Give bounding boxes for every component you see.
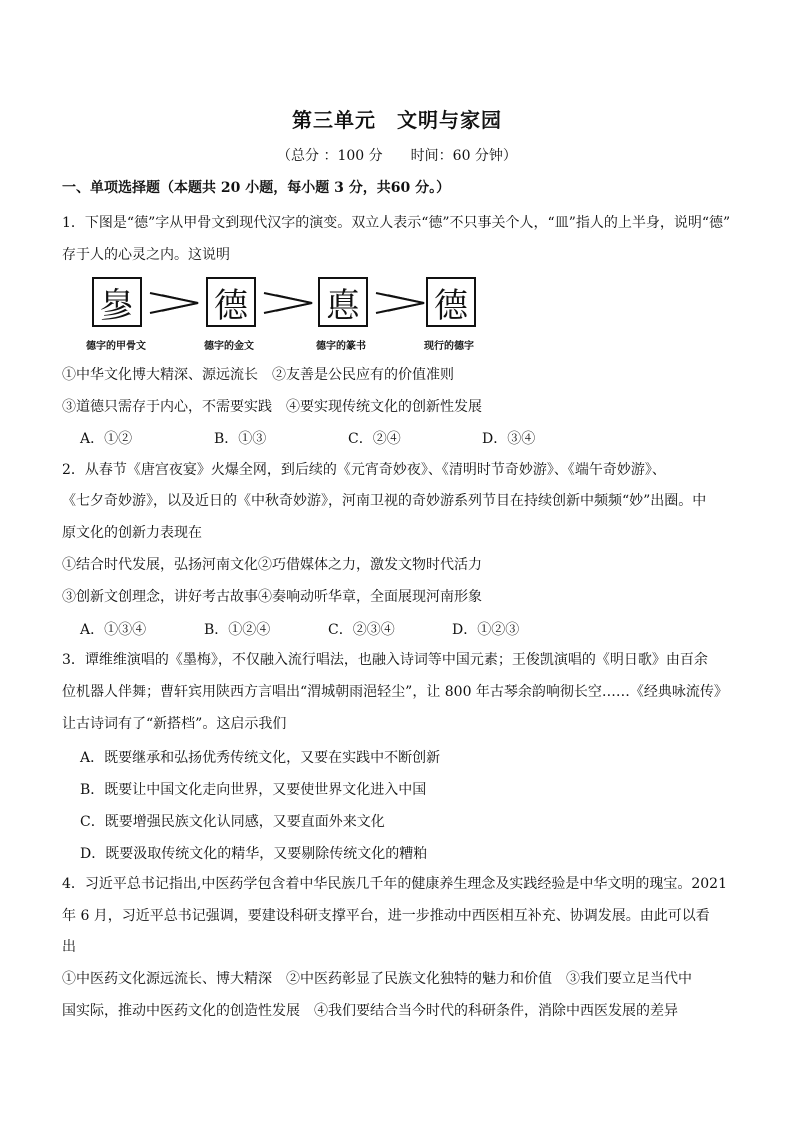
q4-stem-line2: 年 6 月，习近平总书记强调，要建设科研支撑平台，进一步推动中西医相互补充、协调发展。由此可以看 — [62, 908, 710, 924]
q2-statements-2: ③创新文创理念，讲好考古故事④奏响动听华章，全面展现河南形象 — [62, 589, 482, 605]
q4-stem-line1: 4．习近平总书记指出,中医药学包含着中华民族几千年的健康养生理念及实践经验是中华文明的瑰宝。2021 — [62, 876, 727, 892]
q3-option-a[interactable]: A．既要继承和弘扬优秀传统文化，又要在实践中不断创新 — [80, 750, 441, 766]
arrow-icon — [148, 291, 202, 315]
arrow-icon — [374, 291, 428, 315]
oracle-bone-glyph: 㣎 — [92, 277, 142, 327]
q1-option-c[interactable]: C．②④ — [348, 431, 401, 447]
seal-script-glyph: 悳 — [318, 277, 368, 327]
section-heading: 一、单项选择题（本题共 20 小题，每小题 3 分，共60 分。） — [62, 180, 451, 196]
q2-stem-line3: 原文化的创新力表现在 — [62, 525, 202, 541]
q4-stem-line3: 出 — [62, 939, 76, 955]
caption-seal: 德字的篆书 — [316, 341, 366, 352]
page-subtitle: （总分 ：100 分 时间：60 分钟） — [277, 148, 517, 164]
q2-stem-line1: 2．从春节《唐宫夜宴》火爆全网，到后续的《元宵奇妙夜》、《清明时节奇妙游》、《端午奇妙游》、 — [62, 462, 666, 478]
page-title: 第三单元 文明与家园 — [292, 108, 502, 132]
q2-option-d[interactable]: D．①②③ — [452, 622, 520, 638]
q3-option-d[interactable]: D．既要汲取传统文化的精华，又要剔除传统文化的糟粕 — [80, 846, 428, 862]
caption-bronze: 德字的金文 — [204, 341, 254, 352]
q1-statements-1: ①中华文化博大精深、源远流长 ②友善是公民应有的价值准则 — [62, 367, 454, 383]
caption-oracle: 德字的甲骨文 — [86, 341, 146, 352]
de-character-evolution-figure — [86, 277, 492, 355]
q2-option-b[interactable]: B．①②④ — [204, 622, 271, 638]
bronze-glyph: 德 — [206, 277, 256, 327]
caption-modern: 现行的德字 — [424, 341, 474, 352]
q2-option-a[interactable]: A．①③④ — [80, 622, 147, 638]
q4-statements-2: 国实际，推动中医药文化的创造性发展 ④我们要结合当今时代的科研条件，消除中西医发展的差异 — [62, 1003, 678, 1019]
q3-stem-line2: 位机器人伴舞；曹轩宾用陕西方言唱出“渭城朝雨浥轻尘”，让 800 年古琴余韵响彻长空……《经典咏流传》 — [62, 684, 728, 700]
q3-stem-line3: 让古诗词有了“新搭档”。这启示我们 — [62, 716, 287, 732]
q3-option-b[interactable]: B．既要让中国文化走向世界，又要使世界文化进入中国 — [80, 782, 427, 798]
q2-option-c[interactable]: C．②③④ — [328, 622, 395, 638]
q1-stem-line1: 1．下图是“德”字从甲骨文到现代汉字的演变。双立人表示“德”不只事关个人，“皿”指人的上半身，说明“德” — [62, 215, 731, 231]
q3-stem-line1: 3．谭维维演唱的《墨梅》，不仅融入流行唱法，也融入诗词等中国元素；王俊凯演唱的《明日歌》由百余 — [62, 652, 708, 668]
q1-stem-line2: 存于人的心灵之内。这说明 — [62, 247, 230, 263]
modern-glyph: 德 — [426, 277, 476, 327]
q1-statements-2: ③道德只需存于内心，不需要实践 ④要实现传统文化的创新性发展 — [62, 399, 482, 415]
q1-option-b[interactable]: B．①③ — [214, 431, 267, 447]
arrow-icon — [262, 291, 316, 315]
q2-statements-1: ①结合时代发展，弘扬河南文化②巧借媒体之力，激发文物时代活力 — [62, 557, 482, 573]
q2-stem-line2: 《七夕奇妙游》，以及近日的《中秋奇妙游》，河南卫视的奇妙游系列节目在持续创新中频频“妙”出圈。中 — [62, 493, 707, 509]
q1-option-d[interactable]: D．③④ — [482, 431, 536, 447]
q1-option-a[interactable]: A．①② — [80, 431, 133, 447]
q4-statements-1: ①中医药文化源远流长、博大精深 ②中医药彰显了民族文化独特的魅力和价值 ③我们要立足当代中 — [62, 971, 692, 987]
q3-option-c[interactable]: C．既要增强民族文化认同感，又要直面外来文化 — [80, 814, 385, 830]
